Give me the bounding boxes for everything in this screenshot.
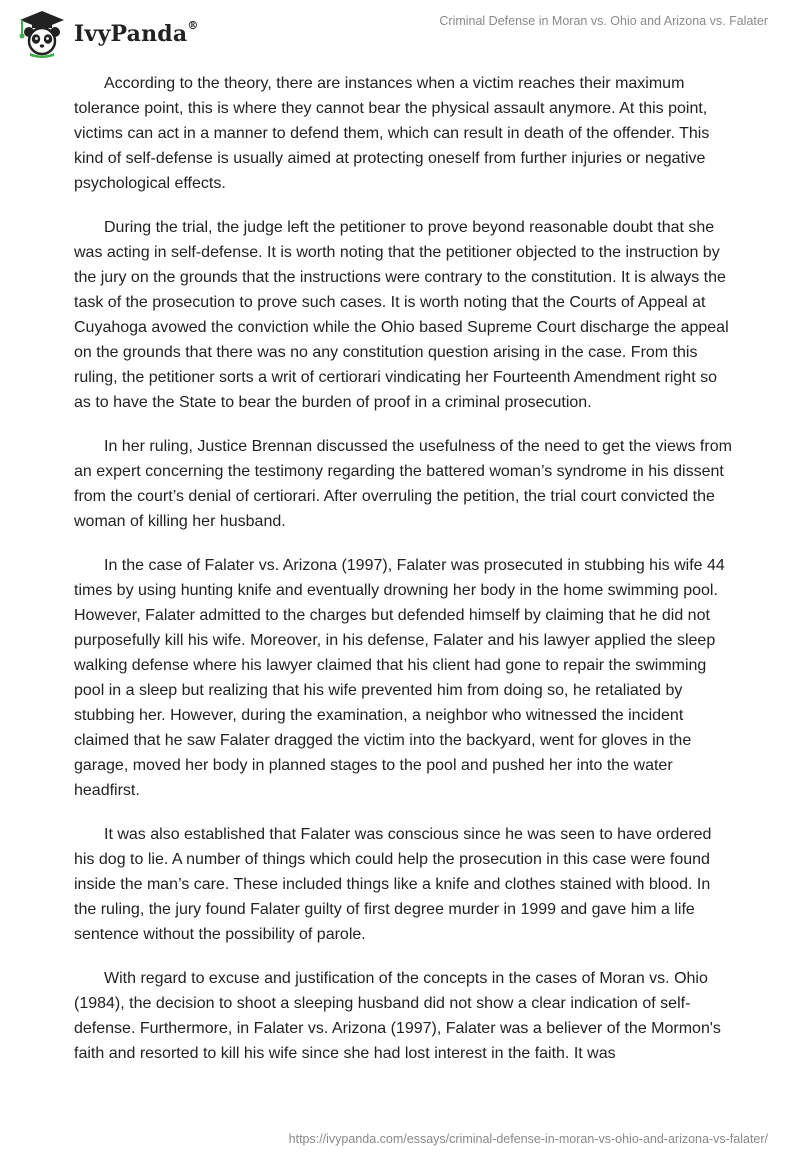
brand-name: IvyPanda® bbox=[74, 19, 199, 47]
paragraph: With regard to excuse and justification of the concepts in the cases of Moran vs. Ohio (1984), the decision to shoot a sleeping husband did not show a clear indication of self-defense. Furthermore, in Falater vs. Arizona (1997), Falater was a believer of the Mormon's faith and resorted to kill his wife since she had lost interest in the faith. It was bbox=[74, 970, 721, 1062]
paragraph: It was also established that Falater was conscious since he was seen to have ordered his dog to lie. A number of things which could help the prosecution in this case were found inside the man’s care. These included things like a knife and clothes stained with blood. In the ruling, the jury found Falater guilty of first degree murder in 1999 and gave him a life sentence without the possibility of parole. bbox=[74, 826, 712, 943]
paragraph: In her ruling, Justice Brennan discussed the usefulness of the need to get the views from an expert concerning the testimony regarding the battered woman’s syndrome in his dissent from the court’s denial of certiorari. After overruling the petition, the trial court convicted the woman of killing her husband. bbox=[74, 438, 732, 530]
paragraph: During the trial, the judge left the petitioner to prove beyond reasonable doubt that she was acting in self-defense. It is worth noting that the petitioner objected to the instruction by the jury on the grounds that the instructions were contrary to the constitution. It is always the task of the prosecution to prove such cases. It is worth noting that the Courts of Appeal at Cuyahoga avowed the conviction while the Ohio based Supreme Court discharge the appeal on the grounds that there was no any constitution question arising in the case. From this ruling, the petitioner sorts a writ of certiorari vindicating her Fourteenth Amendment right so as to have the State to bear the burden of proof in a criminal prosecution. bbox=[74, 219, 729, 411]
paragraph: According to the theory, there are instances when a victim reaches their maximum tolerance point, this is where they cannot bear the physical assault anymore. At this point, victims can act in a manner to defend them, which can result in death of the offender. This kind of self-defense is usually aimed at protecting oneself from further injuries or negative psychological effects. bbox=[74, 75, 710, 192]
source-url-link[interactable]: https://ivypanda.com/essays/criminal-defense-in-moran-vs-ohio-and-arizona-vs-falater/ bbox=[288, 1132, 768, 1146]
document-title: Criminal Defense in Moran vs. Ohio and Arizona vs. Falater bbox=[439, 14, 768, 28]
panda-graduate-icon bbox=[14, 8, 70, 58]
paragraph: In the case of Falater vs. Arizona (1997), Falater was prosecuted in stubbing his wife 44 times by using hunting knife and eventually drowning her body in the home swimming pool. However, Falater admitted to the charges but defended himself by claiming that he did not purposefully kill his wife. Moreover, in his defense, Falater and his lawyer applied the sleep walking defense where his lawyer claimed that his client had gone to repair the swimming pool in a sleep but realizing that his wife prevented him from doing so, he retaliated by stubbing her. However, during the examination, a neighbor who witnessed the incident claimed that he saw Falater dragged the victim into the backyard, went for gloves in the garage, moved her body in planned stages to the pool and pushed her into the water headfirst. bbox=[74, 557, 725, 799]
registered-mark: ® bbox=[187, 19, 199, 32]
brand-logo[interactable] bbox=[14, 8, 199, 58]
essay-body bbox=[74, 71, 734, 1085]
page-header bbox=[0, 0, 800, 70]
